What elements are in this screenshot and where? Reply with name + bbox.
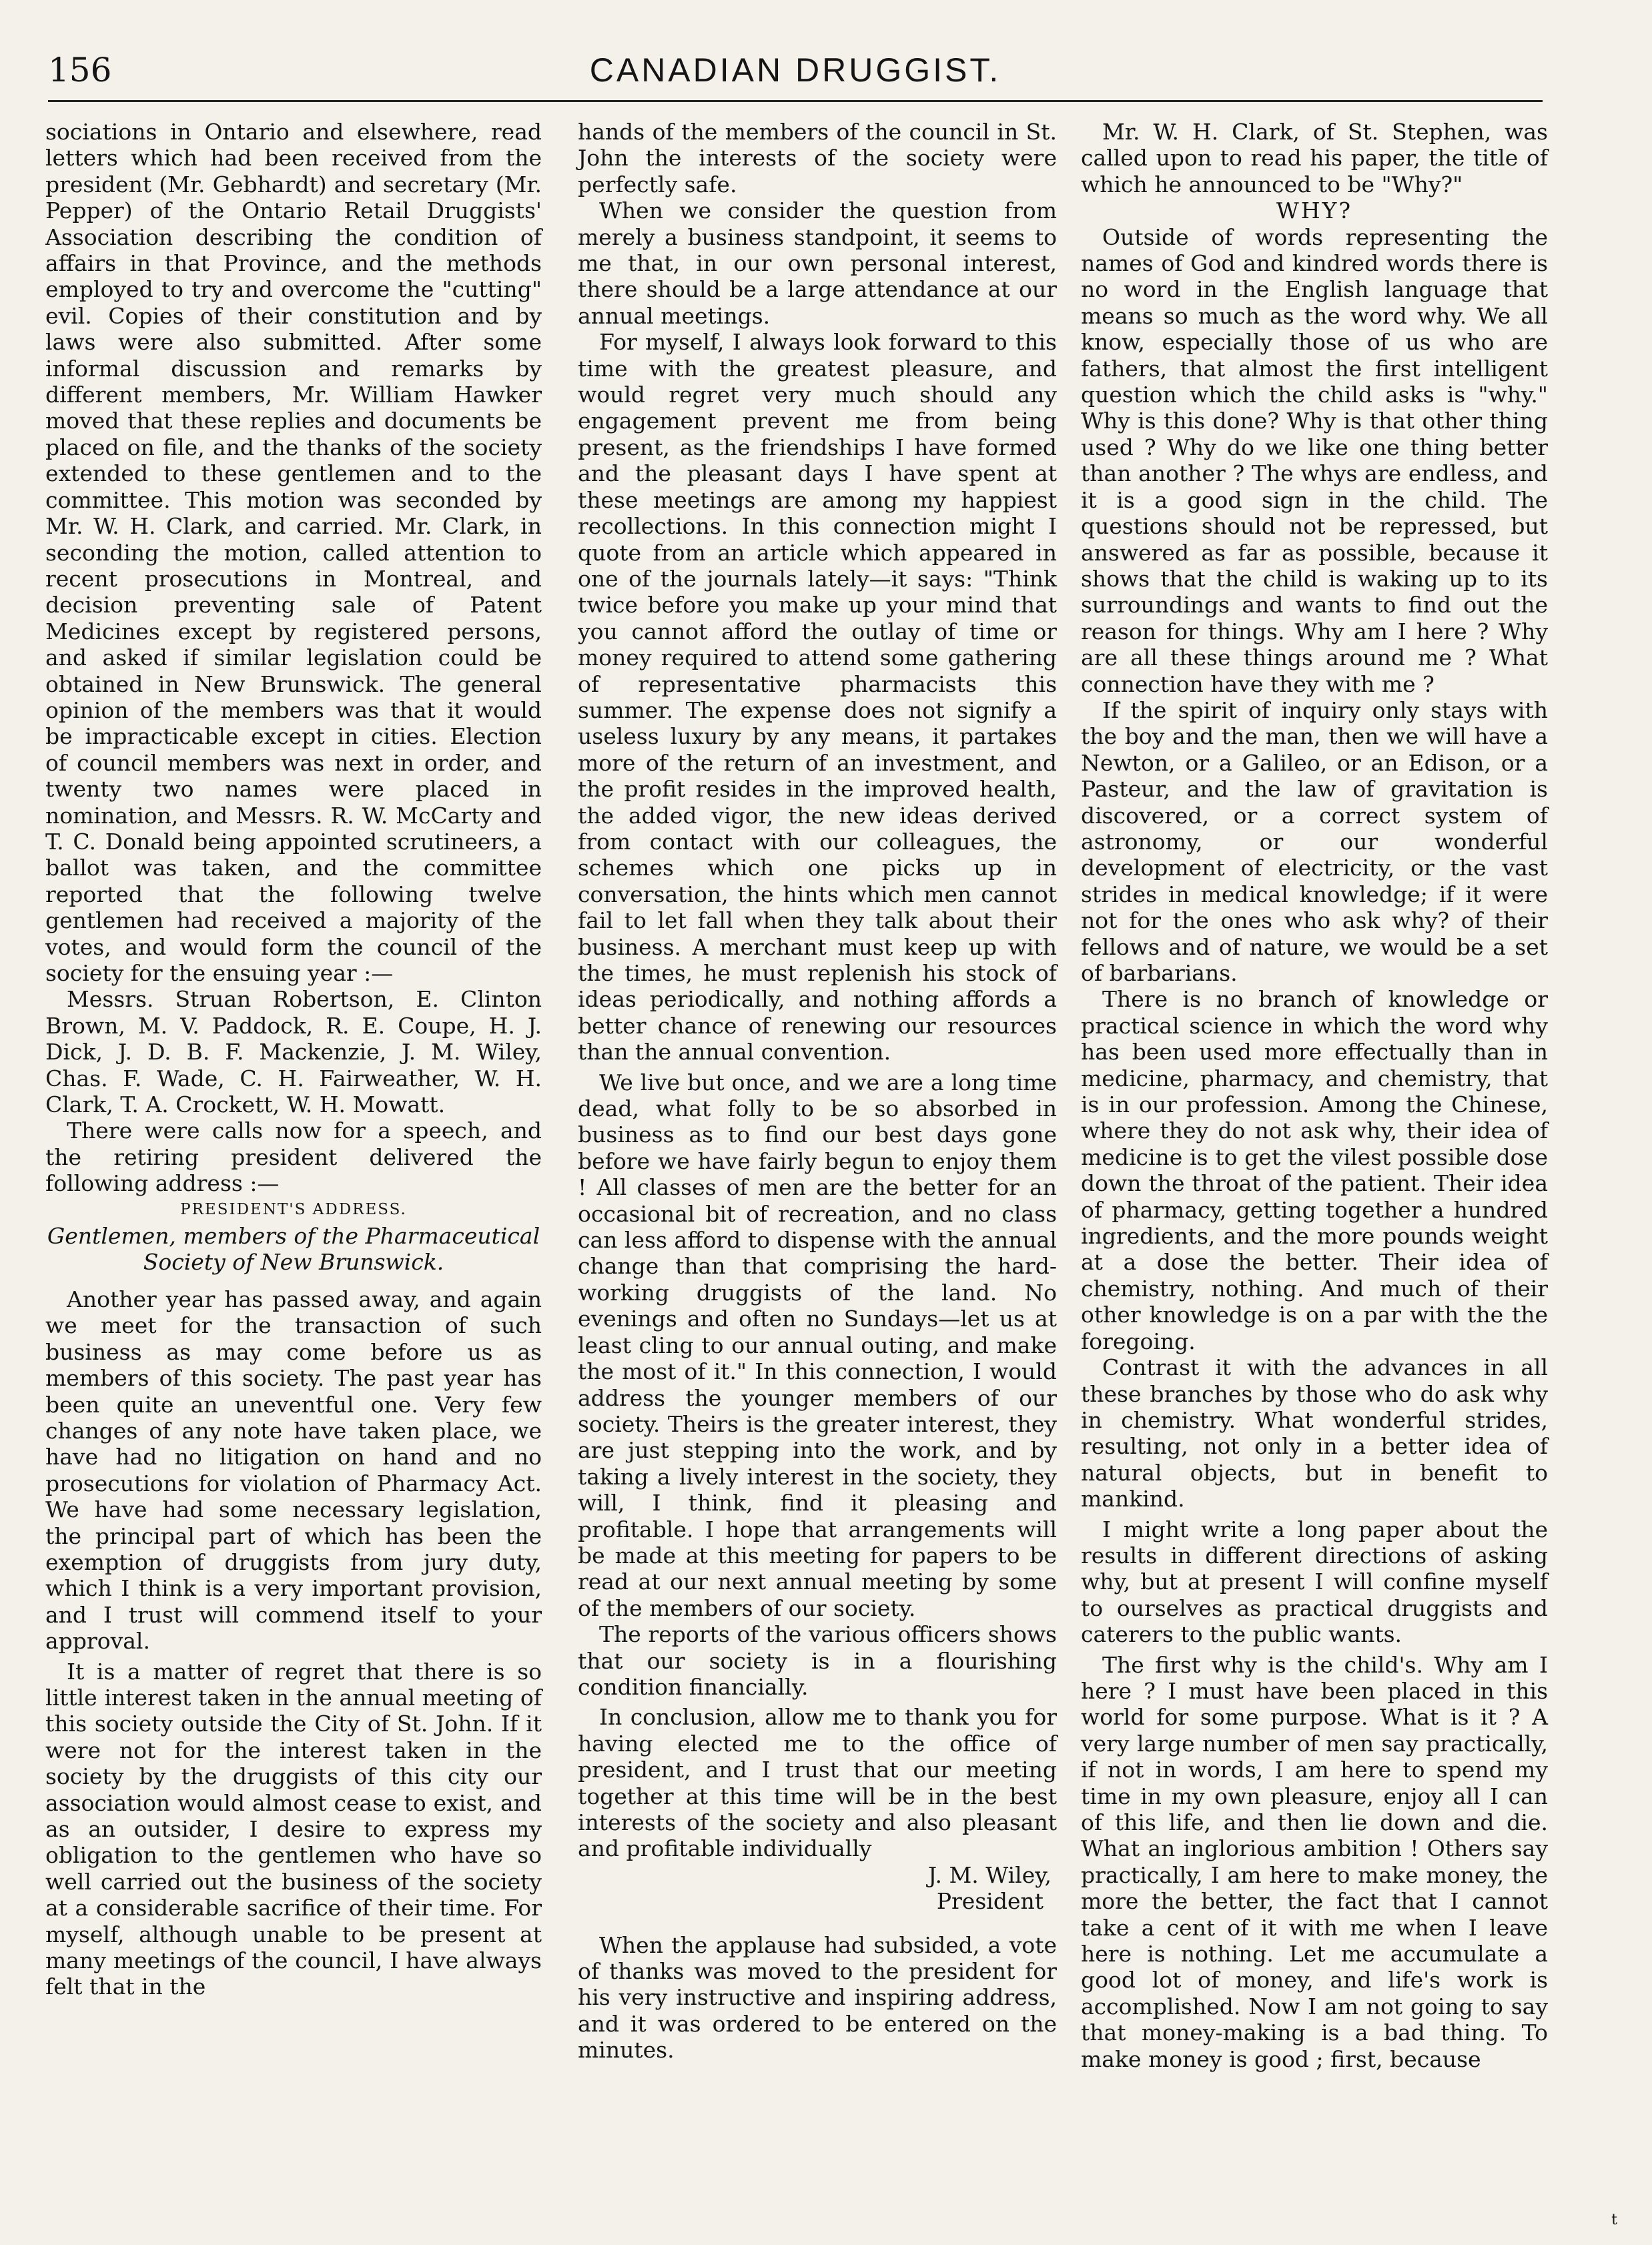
paragraph: When we consider the question from merely a business standpoint, it seems to me that, in our own personal interest, there should be a large attendance at our annual meetings. (578, 197, 1057, 329)
column-3 (1081, 119, 1548, 2072)
paragraph: If the spirit of inquiry only stays with the boy and the man, then we will have a Newton, or a Galileo, or an Edison, or a Pasteur, and the law of gravitation is discovered, or a correct system of astronomy, or our wonderful development of electricity, or the vast strides in medical knowledge; if it were not for the ones who ask why? of their fellows and of nature, we would be a set of barbarians. (1081, 697, 1548, 986)
paragraph: hands of the members of the council in St. John the interests of the society were perfectly safe. (578, 119, 1057, 197)
article-heading: WHY? (1276, 197, 1353, 224)
salutation: Gentlemen, members of the Pharmaceutical Society of New Brunswick. (47, 1223, 540, 1276)
paragraph: sociations in Ontario and elsewhere, read letters which had been received from the president (Mr. Gebhardt) and secretary (Mr. Pepper) of the Ontario Retail Druggists' Association describing the condition of affairs in that Province, and the methods employed to try and overcome the "cutting" evil. Copies of their constitution and by laws were also submitted. After some informal discussion and remarks by different members, Mr. William Hawker moved that these replies and documents be placed on file, and the thanks of the society extended to these gentlemen and to the committee. This motion was seconded by Mr. W. H. Clark, and carried. Mr. Clark, in seconding the motion, called attention to recent prosecutions in Montreal, and decision preventing sale of Patent Medicines except by registered persons, and asked if similar legislation could be obtained in New Brunswick. The general opinion of the members was that it would be impracticable except in cities. Election of council members was next in order, and twenty two names were placed in nomination, and Messrs. R. W. McCarty and T. C. Donald being appointed scrutineers, a ballot was taken, and the committee reported that the following twelve gentlemen had received a majority of the votes, and would form the council of the society for the ensuing year :— (45, 119, 542, 986)
paragraph: Another year has passed away, and again we meet for the transaction of such business as may come before us as members of this society. The past year has been quite an uneventful one. Very few changes of any note have taken place, we have had no litigation on hand and no prosecutions for violation of Pharmacy Act. We have had some necessary legislation, the principal part of which has been the exemption of druggists from jury duty, which I think is a very important provision, and I trust will commend itself to your approval. (45, 1286, 542, 1655)
column-1 (45, 119, 542, 2000)
column-2 (578, 119, 1057, 2064)
paragraph: Messrs. Struan Robertson, E. Clinton Brown, M. V. Paddock, R. E. Coupe, H. J. Dick, J. D. B. F. Mackenzie, J. M. Wiley, Chas. F. Wade, C. H. Fairweather, W. H. Clark, T. A. Crockett, W. H. Mowatt. (45, 986, 542, 1118)
paragraph: Outside of words representing the names of God and kindred words there is no word in the English language that means so much as the word why. We all know, especially those of us who are fathers, that almost the first intelligent question which the child asks is "why." Why is this done? Why is that other thing used ? Why do we like one thing better than another ? The whys are endless, and it is a good sign in the child. The questions should not be repressed, but answered as far as possible, because it shows that the child is waking up to its surroundings and wants to find out the reason for things. Why am I here ? Why are all these things around me ? What connection have they with me ? (1081, 223, 1548, 697)
header-rule (48, 100, 1543, 102)
paragraph: I might write a long paper about the results in different directions of asking why, but at present I will confine myself to ourselves as practical druggists and caterers to the public wants. (1081, 1516, 1548, 1648)
signature-title: President (936, 1888, 1044, 1915)
paragraph: When the applause had subsided, a vote of thanks was moved to the president for his very instructive and inspiring address, and it was ordered to be entered on the minutes. (578, 1931, 1057, 2064)
page-number: 156 (48, 51, 112, 89)
paragraph: For myself, I always look forward to this time with the greatest pleasure, and would regret very much should any engagement prevent me from being present, as the friendships I have formed and the pleasant days I have spent at these meetings are among my happiest recollections. In this connection might I quote from an article which appeared in one of the journals lately—it says: "Think twice before you make up your mind that you cannot afford the outlay of time or money required to attend some gathering of representative pharmacists this summer. The expense does not signify a useless luxury by any means, it partakes more of the return of an investment, and the profit resides in the improved health, the added vigor, the new ideas derived from contact with our colleagues, the schemes which one picks up in conversation, the hints which men cannot fail to let fall when they talk about their business. A merchant must keep up with the times, he must replenish his stock of ideas periodically, and nothing affords a better chance of renewing our resources than the annual convention. (578, 329, 1057, 1065)
paragraph: In conclusion, allow me to thank you for having elected me to the office of president, and I trust that our meeting together at this time will be in the best interests of the society and also pleasant and profitable individually (578, 1704, 1057, 1862)
paragraph: Mr. W. H. Clark, of St. Stephen, was called upon to read his paper, the title of which he announced to be "Why?" (1081, 119, 1548, 197)
paragraph: The reports of the various officers shows that our society is in a flourishing condition financially. (578, 1621, 1057, 1700)
paragraph: Contrast it with the advances in all these branches by those who do ask why in chemistry. What wonderful strides, resulting, not only in a better idea of natural objects, but in benefit to mankind. (1081, 1354, 1548, 1512)
journal-title: CANADIAN DRUGGIST. (589, 51, 1001, 89)
paragraph: It is a matter of regret that there is so little interest taken in the annual meeting of this society outside the City of St. John. If it were not for the interest taken in the society by the druggists of this city our association would almost cease to exist, and as an outsider, I desire to express my obligation to the gentlemen who have so well carried out the business of the society at a considerable sacrifice of their time. For myself, although unable to be present at many meetings of the council, I have always felt that in the (45, 1658, 542, 2000)
page-header (48, 47, 1543, 100)
paragraph: There were calls now for a speech, and the retiring president delivered the following address :— (45, 1117, 542, 1197)
paragraph: There is no branch of knowledge or practical science in which the word why has been used more effectually than in medicine, pharmacy, and chemistry, that is in our profession. Among the Chinese, where they do not ask why, their idea of medicine is to get the vilest possible dose down the throat of the patient. Their idea of pharmacy, getting together a hundred ingredients, and the more pounds weight at a dose the better. Their idea of chemistry, nothing. And much of their other knowledge is on a par with the the foregoing. (1081, 986, 1548, 1354)
margin-mark: t (1611, 2212, 1617, 2228)
signature-name: J. M. Wiley, (927, 1861, 1052, 1888)
section-heading: PRESIDENT'S ADDRESS. (180, 1200, 407, 1218)
paragraph: We live but once, and we are a long time dead, what folly to be so absorbed in business as to find our best days gone before we have fairly begun to enjoy them ! All classes of men are the better for an occasional bit of recreation, and no class can less afford to dispense with the annual change than that comprising the hard-working druggists of the land. No evenings and often no Sundays—let us at least cling to our annual outing, and make the most of it." In this connection, I would address the younger members of our society. Theirs is the greater interest, they are just stepping into the work, and by taking a lively interest in the society, they will, I think, find it pleasing and profitable. I hope that arrangements will be made at this meeting for papers to be read at our next annual meeting by some of the members of our society. (578, 1069, 1057, 1621)
paragraph: The first why is the child's. Why am I here ? I must have been placed in this world for some purpose. What is it ? A very large number of men say practically, if not in words, I am here to spend my time in my own pleasure, enjoy all I can of this life, and then lie down and die. What an inglorious ambition ! Others say practically, I am here to make money, the more the better, the fact that I cannot take a cent of it with me when I leave here is nothing. Let me accumulate a good lot of money, and life's work is accomplished. Now I am not going to say that money-making is a bad thing. To make money is good ; first, because (1081, 1651, 1548, 2072)
